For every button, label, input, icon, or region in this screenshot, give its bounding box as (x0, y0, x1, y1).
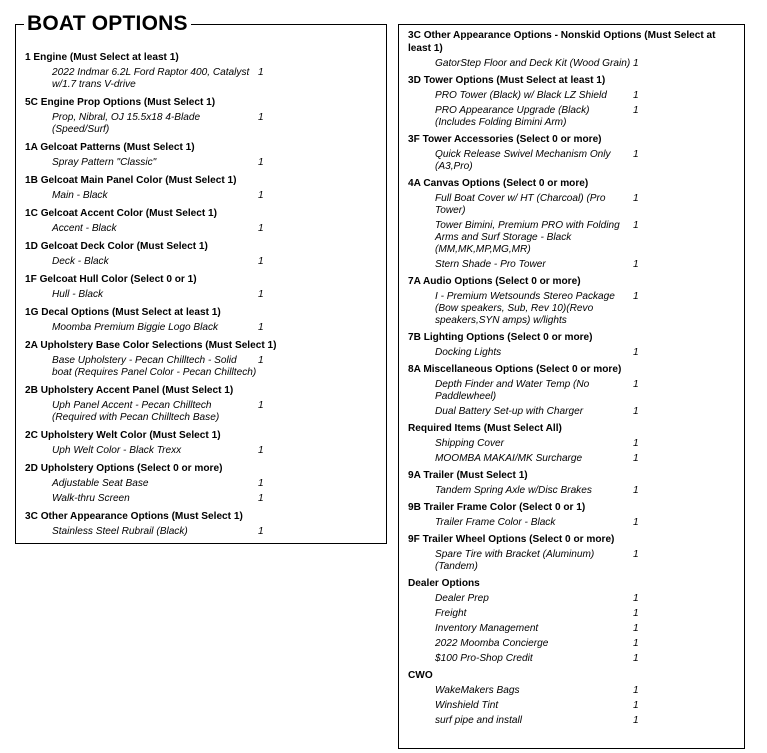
option-item-description: MOOMBA MAKAI/MK Surcharge (435, 453, 583, 464)
option-item-quantity: 1 (633, 549, 639, 560)
option-item-description: PRO Tower (Black) w/ Black LZ Shield (435, 90, 607, 101)
option-item-description: Deck - Black (52, 256, 109, 267)
option-section-1a-gelcoat-patterns-must-select-1 (16, 141, 386, 169)
option-item-quantity: 1 (633, 149, 639, 160)
option-item (408, 105, 744, 129)
option-item (408, 593, 744, 605)
option-item-quantity: 1 (258, 493, 264, 504)
option-section-1f-gelcoat-hull-color-select-0-or-1 (16, 273, 386, 301)
option-item-description: Main - Black (52, 190, 108, 201)
section-title: 7B Lighting Options (Select 0 or more) (408, 332, 593, 343)
section-title: Dealer Options (408, 578, 480, 589)
section-title: 2B Upholstery Accent Panel (Must Select 1) (25, 385, 234, 396)
option-item (25, 400, 386, 424)
option-section-3c-other-appearance-options-must-select- (16, 510, 386, 538)
option-item-quantity: 1 (633, 220, 639, 231)
option-item (25, 67, 386, 91)
option-section-8a-miscellaneous-options-select-0-or-mor (399, 363, 744, 418)
option-item-quantity: 1 (633, 105, 639, 116)
option-section-cwo (399, 669, 744, 727)
option-section-dealer-options (399, 577, 744, 665)
option-section-2d-upholstery-options-select-0-or-more (16, 462, 386, 505)
option-item (408, 220, 744, 256)
option-item-quantity: 1 (258, 289, 264, 300)
option-item-quantity: 1 (258, 190, 264, 201)
option-item (408, 379, 744, 403)
option-item-quantity: 1 (633, 259, 639, 270)
option-item-description: Spare Tire with Bracket (Aluminum) (Tandem) (435, 549, 595, 572)
option-item-quantity: 1 (633, 638, 639, 649)
option-item-quantity: 1 (633, 406, 639, 417)
option-item-description: Hull - Black (52, 289, 104, 300)
section-title: 1D Gelcoat Deck Color (Must Select 1) (25, 241, 208, 252)
option-item-quantity: 1 (258, 157, 264, 168)
option-item (25, 157, 386, 169)
option-item-quantity: 1 (258, 355, 264, 366)
option-item-description: Inventory Management (435, 623, 539, 634)
section-title: 2D Upholstery Options (Select 0 or more) (25, 463, 223, 474)
option-item-description: Tower Bimini, Premium PRO with Folding Arms and Surf Storage - Black (MM,MK,MP,MG,MR) (435, 220, 620, 255)
option-item-quantity: 1 (633, 379, 639, 390)
section-title: 3D Tower Options (Must Select at least 1) (408, 75, 606, 86)
option-item-description: Dealer Prep (435, 593, 489, 604)
section-title: 5C Engine Prop Options (Must Select 1) (25, 97, 216, 108)
page-title: BOAT OPTIONS (24, 10, 191, 38)
option-item (25, 478, 386, 490)
option-item-description: 2022 Indmar 6.2L Ford Raptor 400, Catalyst w/1.7 trans V-drive (52, 67, 250, 90)
option-section-3f-tower-accessories-select-0-or-more (399, 133, 744, 173)
option-item-quantity: 1 (633, 593, 639, 604)
option-item-quantity: 1 (633, 685, 639, 696)
option-item-quantity: 1 (258, 445, 264, 456)
option-item-description: Uph Panel Accent - Pecan Chilltech (Required with Pecan Chilltech Base) (52, 400, 220, 423)
option-item-description: Quick Release Swivel Mechanism Only (A3,Pro) (435, 149, 611, 172)
option-item (408, 58, 744, 70)
option-item (408, 291, 744, 327)
option-item (25, 445, 386, 457)
option-item-quantity: 1 (633, 485, 639, 496)
section-title: 3F Tower Accessories (Select 0 or more) (408, 134, 602, 145)
option-section-9b-trailer-frame-color-select-0-or-1 (399, 501, 744, 529)
section-title: 2A Upholstery Base Color Selections (Must Select 1) (25, 340, 277, 351)
section-title: 4A Canvas Options (Select 0 or more) (408, 178, 589, 189)
option-item (408, 685, 744, 697)
section-title: 3C Other Appearance Options (Must Select 1) (25, 511, 243, 522)
option-item (25, 112, 386, 136)
option-item-quantity: 1 (633, 438, 639, 449)
section-title: 2C Upholstery Welt Color (Must Select 1) (25, 430, 221, 441)
option-section-2b-upholstery-accent-panel-must-select-1 (16, 384, 386, 424)
option-item-quantity: 1 (633, 58, 639, 69)
option-item-quantity: 1 (258, 478, 264, 489)
option-item-description: Walk-thru Screen (52, 493, 130, 504)
section-title: CWO (408, 670, 433, 681)
option-section-1c-gelcoat-accent-color-must-select-1 (16, 207, 386, 235)
option-item (408, 453, 744, 465)
option-section-2a-upholstery-base-color-selections-must (16, 339, 386, 379)
option-section-7b-lighting-options-select-0-or-more (399, 331, 744, 359)
section-title: 1G Decal Options (Must Select at least 1) (25, 307, 221, 318)
option-item-description: WakeMakers Bags (435, 685, 520, 696)
option-item-quantity: 1 (633, 453, 639, 464)
option-item-description: Uph Welt Color - Black Trexx (52, 445, 182, 456)
option-item (408, 438, 744, 450)
option-section-5c-engine-prop-options-must-select-1 (16, 96, 386, 136)
option-item-quantity: 1 (633, 517, 639, 528)
option-section-9f-trailer-wheel-options-select-0-or-mor (399, 533, 744, 573)
option-item-description: 2022 Moomba Concierge (435, 638, 549, 649)
option-item-quantity: 1 (633, 608, 639, 619)
option-item-quantity: 1 (633, 90, 639, 101)
option-item-quantity: 1 (258, 112, 264, 123)
option-section-1b-gelcoat-main-panel-color-must-select- (16, 174, 386, 202)
option-item-quantity: 1 (258, 223, 264, 234)
section-title: 3C Other Appearance Options - Nonskid Options (Must Select at least 1) (408, 30, 716, 54)
option-section-4a-canvas-options-select-0-or-more (399, 177, 744, 271)
option-item-description: Stainless Steel Rubrail (Black) (52, 526, 188, 537)
option-section-3d-tower-options-must-select-at-least-1 (399, 74, 744, 129)
option-item-quantity: 1 (633, 653, 639, 664)
option-item-description: Trailer Frame Color - Black (435, 517, 556, 528)
option-item (408, 700, 744, 712)
option-item (408, 638, 744, 650)
section-title: 1A Gelcoat Patterns (Must Select 1) (25, 142, 195, 153)
option-section-1d-gelcoat-deck-color-must-select-1 (16, 240, 386, 268)
option-item-description: I - Premium Wetsounds Stereo Package (Bow speakers, Sub, Rev 10)(Revo speakers,SYN amps) w/lights (435, 291, 615, 326)
option-item-description: Freight (435, 608, 467, 619)
option-item (25, 526, 386, 538)
options-panel-left (15, 24, 387, 544)
option-item-description: surf pipe and install (435, 715, 522, 726)
option-item (408, 347, 744, 359)
option-item-description: Dual Battery Set-up with Charger (435, 406, 584, 417)
option-item-description: $100 Pro-Shop Credit (435, 653, 533, 664)
option-item-quantity: 1 (633, 700, 639, 711)
option-section-9a-trailer-must-select-1 (399, 469, 744, 497)
section-title: 1C Gelcoat Accent Color (Must Select 1) (25, 208, 218, 219)
option-section-2c-upholstery-welt-color-must-select-1 (16, 429, 386, 457)
section-title: 9A Trailer (Must Select 1) (408, 470, 528, 481)
options-panel-right (398, 24, 745, 749)
option-item-description: Spray Pattern "Classic" (52, 157, 157, 168)
option-item (25, 190, 386, 202)
option-item (408, 653, 744, 665)
option-item (408, 715, 744, 727)
option-item-description: Accent - Black (52, 223, 117, 234)
option-item (25, 493, 386, 505)
option-item (408, 623, 744, 635)
section-title: 1F Gelcoat Hull Color (Select 0 or 1) (25, 274, 197, 285)
option-item-description: Adjustable Seat Base (52, 478, 149, 489)
option-item-description: Full Boat Cover w/ HT (Charcoal) (Pro Tower) (435, 193, 606, 216)
option-item-description: Tandem Spring Axle w/Disc Brakes (435, 485, 592, 496)
option-item (408, 149, 744, 173)
option-item (25, 289, 386, 301)
option-item-description: Depth Finder and Water Temp (No Paddlewheel) (435, 379, 590, 402)
option-item-quantity: 1 (258, 322, 264, 333)
option-item-description: Docking Lights (435, 347, 502, 358)
section-title: 7A Audio Options (Select 0 or more) (408, 276, 581, 287)
option-item-description: Base Upholstery - Pecan Chilltech - Solid boat (Requires Panel Color - Pecan Chilltech) (52, 355, 257, 378)
section-title: 1 Engine (Must Select at least 1) (25, 52, 179, 63)
option-item-description: GatorStep Floor and Deck Kit (Wood Grain) (435, 58, 631, 69)
option-item-description: Shipping Cover (435, 438, 505, 449)
option-item (25, 322, 386, 334)
option-section-required-items-must-select-all (399, 422, 744, 465)
section-title: 1B Gelcoat Main Panel Color (Must Select 1) (25, 175, 237, 186)
option-item-quantity: 1 (633, 623, 639, 634)
option-item-quantity: 1 (258, 400, 264, 411)
option-section-1-engine-must-select-at-least-1 (16, 51, 386, 91)
option-item (408, 608, 744, 620)
section-title: 8A Miscellaneous Options (Select 0 or more) (408, 364, 622, 375)
option-item-quantity: 1 (633, 715, 639, 726)
option-item-description: Moomba Premium Biggie Logo Black (52, 322, 219, 333)
option-section-3c-other-appearance-options-nonskid-opti (399, 29, 744, 70)
option-item (408, 485, 744, 497)
option-item (408, 549, 744, 573)
option-item-quantity: 1 (633, 291, 639, 302)
option-item-quantity: 1 (258, 67, 264, 78)
section-title: 9B Trailer Frame Color (Select 0 or 1) (408, 502, 586, 513)
option-item (408, 259, 744, 271)
option-item (408, 406, 744, 418)
option-item-quantity: 1 (633, 347, 639, 358)
option-item (25, 223, 386, 235)
option-item-quantity: 1 (258, 256, 264, 267)
option-item-quantity: 1 (258, 526, 264, 537)
option-item-description: Winshield Tint (435, 700, 499, 711)
option-item (408, 517, 744, 529)
option-section-1g-decal-options-must-select-at-least-1 (16, 306, 386, 334)
section-title: Required Items (Must Select All) (408, 423, 562, 434)
option-section-7a-audio-options-select-0-or-more (399, 275, 744, 327)
option-item-description: PRO Appearance Upgrade (Black) (Includes Folding Bimini Arm) (435, 105, 590, 128)
option-item (25, 355, 386, 379)
option-item-description: Prop, Nibral, OJ 15.5x18 4-Blade (Speed/Surf) (52, 112, 201, 135)
option-item-quantity: 1 (633, 193, 639, 204)
option-item (408, 193, 744, 217)
section-title: 9F Trailer Wheel Options (Select 0 or more) (408, 534, 615, 545)
option-item (25, 256, 386, 268)
option-item (408, 90, 744, 102)
option-item-description: Stern Shade - Pro Tower (435, 259, 546, 270)
